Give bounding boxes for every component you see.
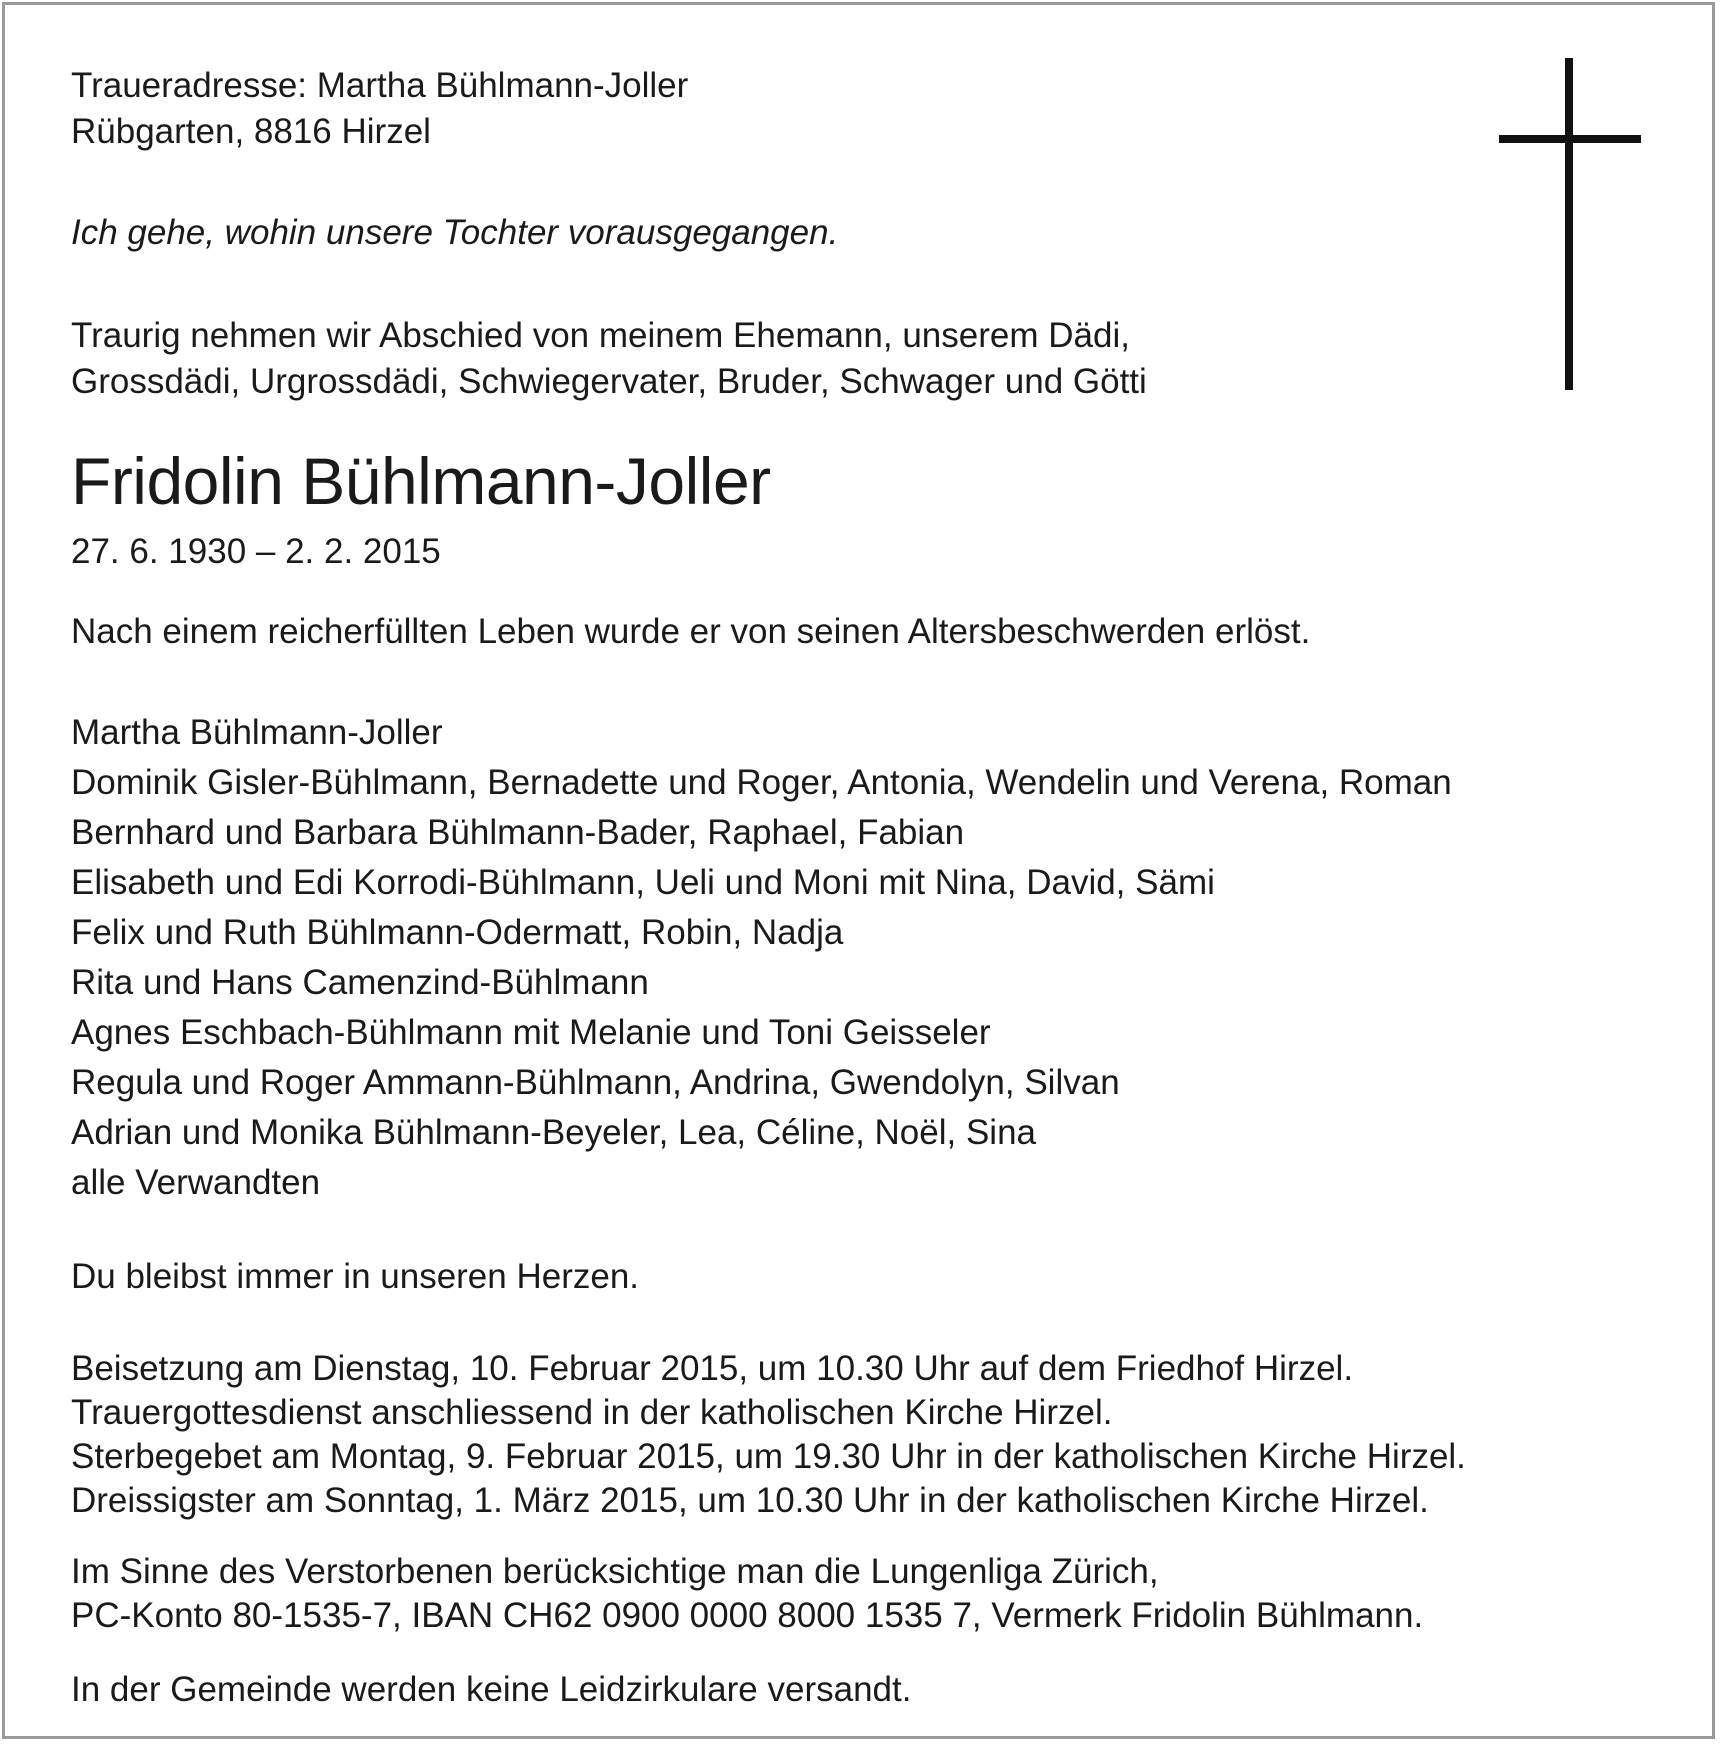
list-item: Agnes Eschbach-Bühlmann mit Melanie und Toni Geisseler xyxy=(71,1013,991,1052)
cross-icon xyxy=(1565,58,1573,390)
list-item: Martha Bühlmann-Joller xyxy=(71,713,443,752)
list-item: Elisabeth und Edi Korrodi-Bühlmann, Ueli und Moni mit Nina, David, Sämi xyxy=(71,863,1215,902)
list-item: alle Verwandten xyxy=(71,1163,321,1202)
motto xyxy=(71,208,838,258)
closing xyxy=(71,1252,639,1302)
cross-icon-bar xyxy=(1499,135,1641,143)
intro-line-1: Traurig nehmen wir Abschied von meinem Ehemann, unserem Dädi, xyxy=(71,316,1130,355)
service-line: Dreissigster am Sonntag, 1. März 2015, um 10.30 Uhr in der katholischen Kirche Hirzel. xyxy=(71,1481,1429,1520)
life-dates xyxy=(71,527,441,577)
mourners-list xyxy=(71,708,1452,1208)
list-item: Rita und Hans Camenzind-Bühlmann xyxy=(71,963,649,1002)
list-item: Adrian und Monika Bühlmann-Beyeler, Lea, Céline, Noël, Sina xyxy=(71,1113,1037,1152)
services xyxy=(71,1347,1466,1523)
donation xyxy=(71,1550,1423,1638)
service-line: Trauergottesdienst anschliessend in der katholischen Kirche Hirzel. xyxy=(71,1393,1113,1432)
closing-text: Du bleibst immer in unseren Herzen. xyxy=(71,1257,640,1296)
list-item: Dominik Gisler-Bühlmann, Bernadette und Roger, Antonia, Wendelin und Verena, Roman xyxy=(71,763,1452,802)
service-line: Sterbegebet am Montag, 9. Februar 2015, um 19.30 Uhr in der katholischen Kirche Hirzel. xyxy=(71,1437,1466,1476)
deceased-name xyxy=(71,441,771,521)
intro xyxy=(71,311,1147,407)
intro-line-2: Grossdädi, Urgrossdädi, Schwiegervater, Bruder, Schwager und Götti xyxy=(71,362,1147,401)
statement xyxy=(71,607,1310,657)
obituary-frame xyxy=(2,2,1715,1739)
list-item: Bernhard und Barbara Bühlmann-Bader, Raphael, Fabian xyxy=(71,813,965,852)
donation-line-1: Im Sinne des Verstorbenen berücksichtige man die Lungenliga Zürich, xyxy=(71,1552,1159,1591)
list-item: Felix und Ruth Bühlmann-Odermatt, Robin, Nadja xyxy=(71,913,844,952)
address-line-1: Traueradresse: Martha Bühlmann-Joller xyxy=(71,66,689,105)
motto-text: Ich gehe, wohin unsere Tochter vorausgegangen. xyxy=(71,213,839,252)
service-line: Beisetzung am Dienstag, 10. Februar 2015, um 10.30 Uhr auf dem Friedhof Hirzel. xyxy=(71,1349,1354,1388)
address-line-2: Rübgarten, 8816 Hirzel xyxy=(71,112,431,151)
life-dates-text: 27. 6. 1930 – 2. 2. 2015 xyxy=(71,532,441,571)
list-item: Regula und Roger Ammann-Bühlmann, Andrina, Gwendolyn, Silvan xyxy=(71,1063,1120,1102)
notice xyxy=(71,1665,911,1715)
donation-line-2: PC-Konto 80-1535-7, IBAN CH62 0900 0000 8000 1535 7, Vermerk Fridolin Bühlmann. xyxy=(71,1596,1424,1635)
notice-text: In der Gemeinde werden keine Leidzirkulare versandt. xyxy=(71,1670,912,1709)
statement-text: Nach einem reicherfüllten Leben wurde er von seinen Altersbeschwerden erlöst. xyxy=(71,612,1311,651)
deceased-name-text: Fridolin Bühlmann-Joller xyxy=(71,444,771,518)
mourning-address xyxy=(71,61,688,157)
